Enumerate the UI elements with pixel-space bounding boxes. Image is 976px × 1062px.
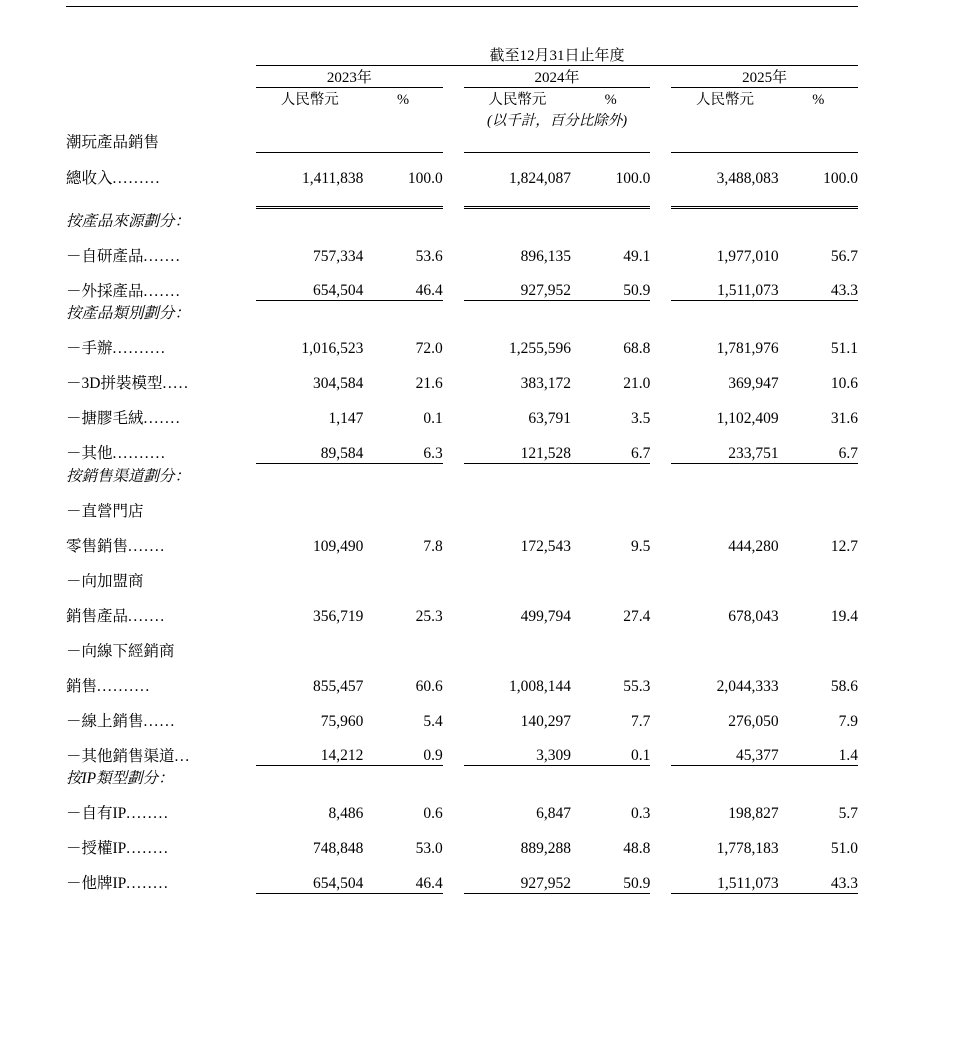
row-label-text: 銷售 bbox=[66, 677, 98, 695]
table-subsection-row bbox=[66, 301, 858, 324]
value-2024-percent: 7.7 bbox=[630, 712, 651, 730]
header-unit-note-row bbox=[66, 109, 858, 130]
value-2025-percent: 43.3 bbox=[779, 858, 858, 893]
table-row bbox=[66, 231, 858, 266]
value-2024-percent: 0.3 bbox=[630, 805, 651, 822]
header-empty-cell bbox=[66, 44, 256, 66]
value-2025-amount: 3,488,083 bbox=[671, 153, 778, 188]
value-2025-amount: 444,280 bbox=[728, 537, 779, 555]
value-2023-amount: 757,334 bbox=[313, 247, 364, 265]
value-2023-percent: 0.1 bbox=[423, 410, 443, 427]
row-label-text: －其他 bbox=[66, 445, 113, 462]
header-percent-2024: % bbox=[604, 92, 617, 108]
gap-2 bbox=[650, 153, 671, 188]
value-2025-percent: 56.7 bbox=[830, 247, 858, 265]
gap-1 bbox=[443, 823, 464, 858]
value-2025-amount: 233,751 bbox=[671, 428, 778, 463]
row-label bbox=[66, 323, 256, 358]
rule-2025-amount bbox=[671, 188, 778, 208]
table-subsection-row bbox=[66, 766, 858, 789]
value-2025-percent: 6.7 bbox=[779, 428, 858, 463]
table-row bbox=[66, 731, 858, 766]
row-label bbox=[66, 823, 256, 858]
header-currency-2025: 人民幣元 bbox=[695, 92, 754, 108]
value-2025-percent: 12.7 bbox=[830, 537, 858, 555]
table-row bbox=[66, 393, 858, 428]
value-2024-amount: 6,847 bbox=[536, 805, 571, 822]
gap-1 bbox=[443, 323, 464, 358]
row-leader-dots: ....... bbox=[128, 537, 166, 555]
row-label bbox=[66, 428, 256, 463]
gap-1 bbox=[443, 591, 464, 626]
row-leader-dots: ........ bbox=[126, 875, 170, 892]
value-2024-percent: 6.7 bbox=[571, 428, 650, 463]
gap-2 bbox=[650, 428, 671, 463]
value-2024-percent: 55.3 bbox=[623, 677, 651, 695]
table-row bbox=[66, 661, 858, 696]
value-2024-percent: 50.9 bbox=[571, 858, 650, 893]
row-label-text: －3D拼裝模型 bbox=[66, 375, 163, 392]
gap-1 bbox=[443, 393, 464, 428]
value-2024-amount: 3,309 bbox=[464, 731, 571, 766]
row-leader-dots: ......... bbox=[112, 169, 161, 187]
gap-1 bbox=[443, 358, 464, 393]
row-label-text: －自有IP bbox=[66, 805, 127, 822]
gap-2 bbox=[650, 393, 671, 428]
table-row bbox=[66, 626, 858, 661]
value-2023-amount: 1,147 bbox=[328, 410, 364, 427]
value-2023-amount: 654,504 bbox=[256, 266, 363, 301]
table-row bbox=[66, 428, 858, 463]
row-label bbox=[66, 231, 256, 266]
value-2025-percent: 100.0 bbox=[779, 153, 858, 188]
gap-1 bbox=[443, 731, 464, 766]
row-label: －直營門店 bbox=[66, 502, 144, 520]
gap-1 bbox=[443, 661, 464, 696]
value-2024-amount: 927,952 bbox=[464, 858, 571, 893]
rule-2023-amount bbox=[256, 188, 363, 208]
row-label bbox=[66, 521, 256, 556]
value-2023-percent: 72.0 bbox=[415, 340, 443, 357]
row-leader-dots: .......... bbox=[112, 340, 167, 357]
header-period-title: 截至12月31日止年度 bbox=[256, 44, 858, 66]
rule-gap-2 bbox=[650, 188, 671, 208]
header-percent-2023: % bbox=[397, 92, 410, 108]
row-label bbox=[66, 696, 256, 731]
value-2025-amount: 276,050 bbox=[728, 712, 779, 730]
row-leader-dots: ... bbox=[174, 747, 191, 765]
value-2025-amount: 1,102,409 bbox=[716, 410, 779, 427]
row-label-text: －手辦 bbox=[66, 340, 113, 357]
value-2025-percent: 51.1 bbox=[830, 340, 858, 357]
header-year-2025: 2025年 bbox=[671, 66, 858, 88]
gap-1 bbox=[443, 231, 464, 266]
row-leader-dots: ....... bbox=[143, 410, 182, 427]
total-rule-row bbox=[66, 188, 858, 208]
header-units-row bbox=[66, 88, 858, 110]
table-row bbox=[66, 266, 858, 301]
row-label bbox=[66, 393, 256, 428]
unit-note: (以千計，百分比除外) bbox=[486, 113, 628, 129]
table-row bbox=[66, 591, 858, 626]
row-label bbox=[66, 661, 256, 696]
value-2023-amount: 14,212 bbox=[256, 731, 363, 766]
value-2024-amount: 1,255,596 bbox=[509, 340, 571, 357]
value-2023-amount: 89,584 bbox=[256, 428, 363, 463]
header-empty-cell-2 bbox=[66, 66, 256, 88]
value-2025-percent: 58.6 bbox=[830, 677, 858, 695]
table-row bbox=[66, 486, 858, 521]
gap-2 bbox=[650, 696, 671, 731]
page-top-rule bbox=[66, 6, 858, 7]
value-2023-percent: 46.4 bbox=[363, 266, 442, 301]
value-2024-percent: 3.5 bbox=[630, 410, 651, 427]
header-gap-2 bbox=[650, 66, 671, 88]
row-leader-dots: ...... bbox=[143, 712, 176, 730]
gap-2 bbox=[650, 358, 671, 393]
rule-gap-1 bbox=[443, 188, 464, 208]
header-gap-1 bbox=[443, 66, 464, 88]
value-2025-percent: 43.3 bbox=[779, 266, 858, 301]
header-years-row bbox=[66, 66, 858, 88]
row-label-text: 零售銷售 bbox=[66, 537, 129, 555]
rule-pad bbox=[66, 188, 256, 208]
section-title: 潮玩產品銷售 bbox=[66, 134, 160, 151]
table-row bbox=[66, 696, 858, 731]
value-2025-percent: 10.6 bbox=[830, 375, 858, 392]
value-2023-percent: 5.4 bbox=[423, 712, 443, 730]
table-total-row bbox=[66, 153, 858, 188]
value-2025-percent: 7.9 bbox=[838, 712, 858, 730]
gap-2 bbox=[650, 858, 671, 893]
value-2023-percent: 53.6 bbox=[415, 247, 443, 265]
table-row bbox=[66, 521, 858, 556]
header-empty-cell-3 bbox=[66, 88, 256, 110]
value-2025-percent: 51.0 bbox=[830, 840, 858, 857]
row-label-text: －其他銷售渠道 bbox=[66, 747, 175, 765]
gap-2 bbox=[650, 661, 671, 696]
table-row bbox=[66, 788, 858, 823]
value-2023-percent: 46.4 bbox=[363, 858, 442, 893]
gap-2 bbox=[650, 591, 671, 626]
value-2024-amount: 889,288 bbox=[520, 840, 571, 857]
value-2024-amount: 140,297 bbox=[520, 712, 571, 730]
value-2025-amount: 1,781,976 bbox=[716, 340, 779, 357]
row-label bbox=[66, 153, 256, 188]
value-2023-amount: 304,584 bbox=[313, 375, 364, 392]
rule-2023-percent bbox=[363, 188, 442, 208]
subsection-label: 按產品來源劃分： bbox=[66, 212, 191, 230]
value-2025-percent: 31.6 bbox=[830, 410, 858, 427]
value-2023-percent: 7.8 bbox=[423, 537, 443, 555]
value-2024-amount: 172,543 bbox=[520, 537, 571, 555]
financial-table-body bbox=[66, 44, 858, 893]
value-2025-percent: 5.7 bbox=[838, 805, 858, 822]
gap-2 bbox=[650, 823, 671, 858]
value-2024-amount: 896,135 bbox=[520, 247, 571, 265]
value-2023-percent: 25.3 bbox=[415, 607, 443, 625]
row-label bbox=[66, 788, 256, 823]
value-2025-percent: 19.4 bbox=[830, 607, 858, 625]
value-2023-amount: 1,016,523 bbox=[301, 340, 364, 357]
header-gap-4 bbox=[650, 88, 671, 110]
value-2023-percent: 6.3 bbox=[363, 428, 442, 463]
value-2023-amount: 75,960 bbox=[320, 712, 364, 730]
value-2025-percent: 1.4 bbox=[779, 731, 858, 766]
table-row bbox=[66, 323, 858, 358]
value-2025-amount: 2,044,333 bbox=[716, 677, 779, 695]
row-label-text: －授權IP bbox=[66, 840, 127, 857]
header-year-2023: 2023年 bbox=[256, 66, 443, 88]
value-2024-percent: 48.8 bbox=[623, 840, 651, 857]
gap-2 bbox=[650, 323, 671, 358]
rule-2024-percent bbox=[571, 188, 650, 208]
value-2024-percent: 0.1 bbox=[571, 731, 650, 766]
row-leader-dots: ....... bbox=[143, 247, 182, 265]
row-label bbox=[66, 731, 256, 766]
value-2024-percent: 49.1 bbox=[623, 247, 651, 265]
row-leader-dots: ........ bbox=[126, 840, 170, 857]
value-2025-amount: 45,377 bbox=[671, 731, 778, 766]
header-gap-3 bbox=[443, 88, 464, 110]
value-2023-amount: 1,411,838 bbox=[256, 153, 363, 188]
row-label-text: －他牌IP bbox=[66, 875, 127, 892]
value-2023-amount: 109,490 bbox=[313, 537, 364, 555]
financial-table bbox=[66, 44, 858, 894]
header-empty-cell-4 bbox=[66, 109, 256, 130]
value-2024-amount: 63,791 bbox=[528, 410, 571, 427]
value-2023-amount: 748,848 bbox=[313, 840, 364, 857]
gap-1 bbox=[443, 428, 464, 463]
value-2023-percent: 0.9 bbox=[363, 731, 442, 766]
value-2024-percent: 9.5 bbox=[630, 537, 651, 555]
value-2024-amount: 383,172 bbox=[520, 375, 571, 392]
table-row bbox=[66, 823, 858, 858]
gap-2 bbox=[650, 521, 671, 556]
value-2023-percent: 100.0 bbox=[363, 153, 442, 188]
gap-2 bbox=[650, 266, 671, 301]
header-currency-2023: 人民幣元 bbox=[280, 92, 339, 108]
header-year-2024: 2024年 bbox=[464, 66, 651, 88]
gap-2 bbox=[650, 731, 671, 766]
value-2023-amount: 356,719 bbox=[313, 607, 364, 625]
value-2023-amount: 8,486 bbox=[328, 805, 364, 822]
gap-2 bbox=[650, 788, 671, 823]
header-percent-2025: % bbox=[812, 92, 825, 108]
subsection-label: 按銷售渠道劃分： bbox=[66, 467, 191, 485]
row-label: －向加盟商 bbox=[66, 572, 144, 590]
gap-1 bbox=[443, 788, 464, 823]
row-label-text: －線上銷售 bbox=[66, 712, 144, 730]
row-leader-dots: ....... bbox=[128, 607, 166, 625]
value-2023-percent: 21.6 bbox=[415, 375, 443, 392]
value-2025-amount: 1,977,010 bbox=[716, 247, 779, 265]
value-2024-amount: 927,952 bbox=[464, 266, 571, 301]
value-2024-amount: 121,528 bbox=[464, 428, 571, 463]
value-2024-percent: 100.0 bbox=[571, 153, 650, 188]
row-leader-dots: ........ bbox=[126, 805, 170, 822]
gap-1 bbox=[443, 266, 464, 301]
value-2025-amount: 1,511,073 bbox=[671, 266, 778, 301]
table-row bbox=[66, 556, 858, 591]
value-2024-percent: 68.8 bbox=[623, 340, 651, 357]
gap-1 bbox=[443, 521, 464, 556]
value-2024-percent: 27.4 bbox=[623, 607, 651, 625]
value-2023-percent: 53.0 bbox=[415, 840, 443, 857]
gap-1 bbox=[443, 696, 464, 731]
value-2023-amount: 654,504 bbox=[256, 858, 363, 893]
value-2023-amount: 855,457 bbox=[313, 677, 364, 695]
row-label-text: －搪膠毛絨 bbox=[66, 410, 144, 427]
table-row bbox=[66, 858, 858, 893]
rule-2025-percent bbox=[779, 188, 858, 208]
value-2023-percent: 0.6 bbox=[423, 805, 443, 822]
value-2025-amount: 198,827 bbox=[728, 805, 779, 822]
header-period-row bbox=[66, 44, 858, 66]
rule-2024-amount bbox=[464, 188, 571, 208]
table-subsection-row bbox=[66, 463, 858, 486]
value-2025-amount: 678,043 bbox=[728, 607, 779, 625]
value-2025-amount: 369,947 bbox=[728, 375, 779, 392]
gap-2 bbox=[650, 231, 671, 266]
gap-1 bbox=[443, 153, 464, 188]
row-leader-dots: ..... bbox=[162, 375, 190, 392]
row-leader-dots: .......... bbox=[112, 445, 167, 462]
row-label bbox=[66, 358, 256, 393]
subsection-label: 按IP類型劃分： bbox=[66, 770, 174, 787]
value-2024-amount: 1,008,144 bbox=[509, 677, 571, 695]
value-2025-amount: 1,511,073 bbox=[671, 858, 778, 893]
row-leader-dots: .......... bbox=[97, 677, 151, 695]
row-label bbox=[66, 266, 256, 301]
value-2024-percent: 50.9 bbox=[571, 266, 650, 301]
row-label bbox=[66, 591, 256, 626]
row-label-text: 銷售產品 bbox=[66, 607, 129, 625]
row-label-text: 總收入 bbox=[66, 169, 113, 187]
table-subsection-row bbox=[66, 207, 858, 231]
value-2023-percent: 60.6 bbox=[415, 677, 443, 695]
row-label: －向線下經銷商 bbox=[66, 642, 175, 660]
value-2024-amount: 1,824,087 bbox=[464, 153, 571, 188]
value-2024-amount: 499,794 bbox=[520, 607, 571, 625]
gap-1 bbox=[443, 858, 464, 893]
row-label-text: －外採產品 bbox=[66, 282, 144, 300]
section-title-row bbox=[66, 130, 858, 153]
value-2024-percent: 21.0 bbox=[623, 375, 651, 392]
row-label bbox=[66, 858, 256, 893]
header-currency-2024: 人民幣元 bbox=[488, 92, 547, 108]
row-leader-dots: ....... bbox=[143, 282, 182, 300]
subsection-label: 按產品類別劃分： bbox=[66, 305, 191, 322]
value-2025-amount: 1,778,183 bbox=[716, 840, 779, 857]
row-label-text: －自研產品 bbox=[66, 247, 144, 265]
table-row bbox=[66, 358, 858, 393]
